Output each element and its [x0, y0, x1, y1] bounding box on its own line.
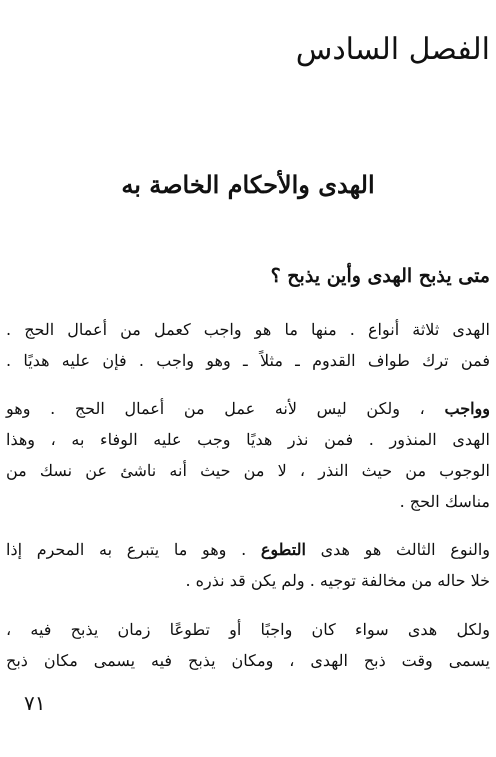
paragraph-line: الوجوب من حيث النذر ، لا من حيث أنه ناشئ عن نسك من	[6, 461, 490, 480]
bold-term: التطوع	[260, 540, 306, 559]
paragraph-hady-types	[6, 314, 490, 376]
page-number: ٧١	[24, 691, 46, 715]
paragraph-line: مناسك الحج .	[399, 492, 490, 511]
paragraph-line	[6, 534, 490, 565]
paragraph-line: خلا حاله من مخالفة توجيه . ولم يكن قد نذره .	[185, 571, 490, 590]
section-title: الهدى والأحكام الخاصة به	[121, 170, 375, 199]
line-text: . وهو ما يتبرع به المحرم إذا	[6, 540, 261, 559]
paragraph-line: يسمى وقت ذبح الهدى ، ومكان يذبح فيه يسمى مكان ذبح	[6, 651, 490, 670]
paragraph-line: ولكل هدى سواء كان واجبًا أو تطوعًا زمان يذبح فيه ،	[6, 620, 490, 639]
paragraph-line: الهدى المنذور . فمن نذر هديًا وجب عليه الوفاء به ، وهذا	[6, 430, 490, 449]
paragraph-line: الهدى ثلاثة أنواع . منها ما هو واجب كعمل من أعمال الحج .	[6, 320, 490, 339]
paragraph-vowed-hady	[6, 393, 490, 517]
paragraph-voluntary-hady	[6, 534, 490, 596]
question-heading: متى يذبح الهدى وأين يذبح ؟	[270, 265, 490, 287]
chapter-heading: الفصل السادس	[295, 32, 490, 67]
paragraph-line	[6, 393, 490, 424]
line-text: ، ولكن ليس لأنه عمل من أعمال الحج . وهو	[6, 399, 445, 418]
paragraph-time-place	[6, 614, 490, 676]
paragraph-line: فمن ترك طواف القدوم ـ مثلاً ـ وهو واجب . فإن عليه هديًا .	[6, 351, 490, 370]
line-text: والنوع الثالث هو هدى	[305, 540, 490, 559]
bold-term: وواجب	[444, 399, 490, 418]
